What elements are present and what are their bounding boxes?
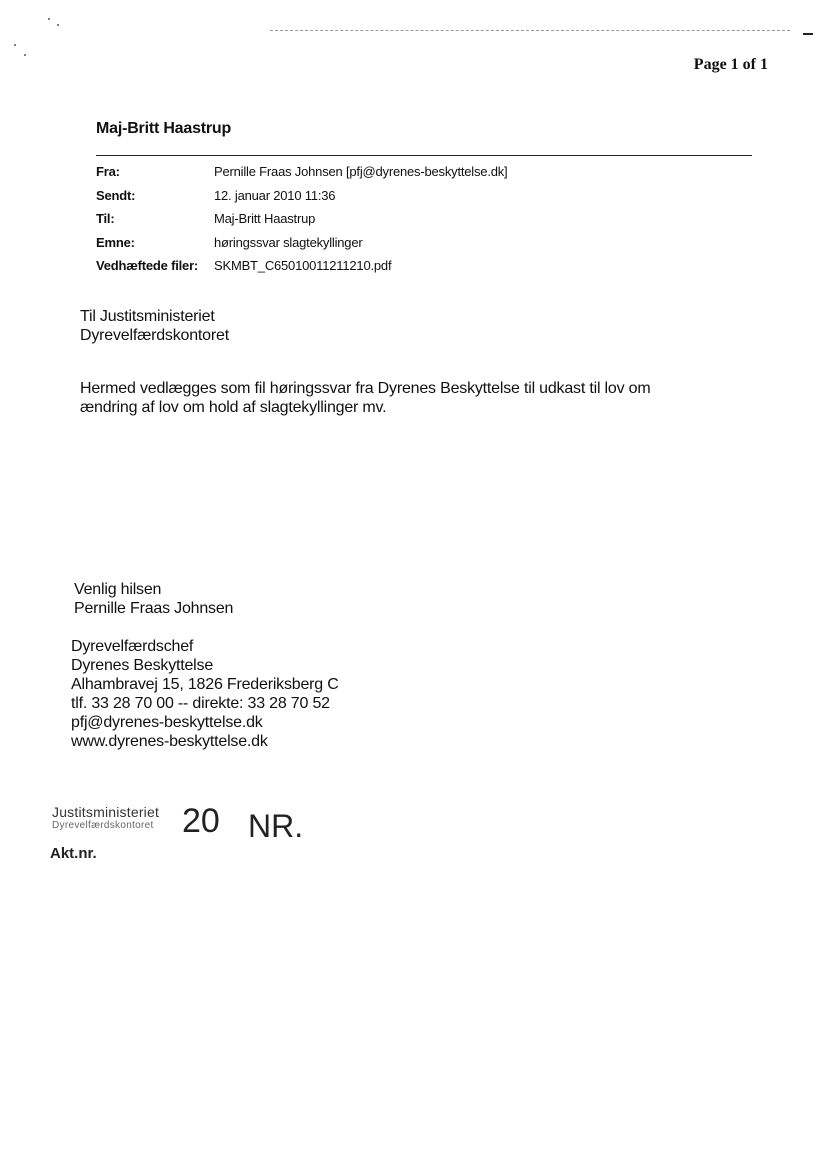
stamp-department: Dyrevelfærdskontoret xyxy=(52,820,154,831)
signature-title: Dyrevelfærdschef xyxy=(71,638,194,655)
subject-value: høringssvar slagtekyllinger xyxy=(214,234,363,250)
scan-artifact-line xyxy=(270,30,790,31)
attachment-filename: SKMBT_C65010011211210.pdf xyxy=(214,258,392,274)
header-row-from xyxy=(96,160,507,184)
page-number: Page 1 of 1 xyxy=(693,56,768,73)
signature-organization: Dyrenes Beskyttelse xyxy=(71,657,214,674)
email-header xyxy=(96,160,507,278)
scan-speck xyxy=(24,54,26,56)
closing-block xyxy=(74,580,233,618)
scan-artifact-dash xyxy=(803,33,813,35)
signature-address: Alhambravej 15, 1826 Frederiksberg C xyxy=(71,676,339,693)
attachments-label: Vedhæftede filer: xyxy=(96,258,199,274)
closing-greeting: Venlig hilsen xyxy=(74,581,162,598)
scan-speck xyxy=(14,44,16,46)
signature-phone: tlf. 33 28 70 00 -- direkte: 33 28 70 52 xyxy=(71,695,330,712)
stamp-number: 20 xyxy=(182,802,220,840)
to-label: Til: xyxy=(96,211,115,227)
addressee-block xyxy=(80,307,229,345)
header-row-to xyxy=(96,207,507,231)
message-line: Hermed vedlægges som fil høringssvar fra Dyrenes Beskyttelse til udkast til lov om xyxy=(80,380,651,397)
sent-label: Sendt: xyxy=(96,187,136,203)
scan-speck xyxy=(48,18,50,20)
header-divider xyxy=(96,155,752,156)
message-line: ændring af lov om hold af slagtekyllinger mv. xyxy=(80,399,387,416)
signature-email: pfj@dyrenes-beskyttelse.dk xyxy=(71,714,263,731)
from-label: Fra: xyxy=(96,164,120,180)
recipient-name: Maj-Britt Haastrup xyxy=(96,120,232,137)
sent-value: 12. januar 2010 11:36 xyxy=(214,187,336,203)
sender-name: Pernille Fraas Johnsen xyxy=(74,600,234,617)
akt-nr-label: Akt.nr. xyxy=(50,845,97,862)
scan-speck xyxy=(57,24,59,26)
from-value: Pernille Fraas Johnsen [pfj@dyrenes-beskyttelse.dk] xyxy=(214,164,508,180)
subject-label: Emne: xyxy=(96,234,135,250)
message-body xyxy=(80,379,720,417)
to-value: Maj-Britt Haastrup xyxy=(214,211,316,227)
signature-block xyxy=(71,637,339,751)
header-row-attachments xyxy=(96,254,507,278)
header-row-subject xyxy=(96,231,507,255)
addressee-line: Til Justitsministeriet xyxy=(80,308,215,325)
addressee-line: Dyrevelfærdskontoret xyxy=(80,327,229,344)
stamp-organization: Justitsministeriet xyxy=(52,804,160,820)
stamp-nr-label: NR. xyxy=(248,808,304,844)
signature-website: www.dyrenes-beskyttelse.dk xyxy=(71,733,268,750)
header-row-sent xyxy=(96,184,507,208)
